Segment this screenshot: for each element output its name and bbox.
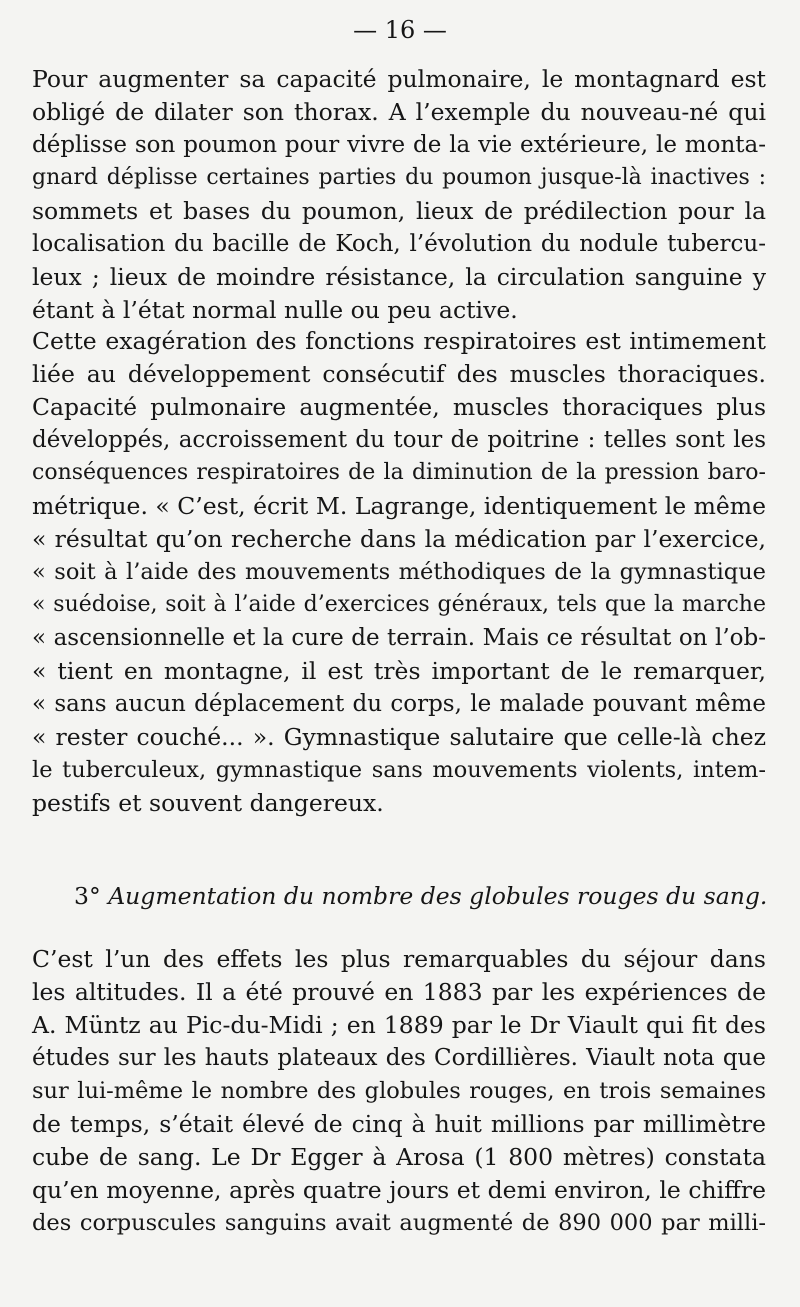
text-line: « résultat qu’on recherche dans la médication par l’exercice,: [32, 525, 766, 553]
text-line: « sans aucun déplacement du corps, le malade pouvant même: [32, 691, 766, 717]
text-line: conséquences respiratoires de la diminution de la pression baro-: [32, 460, 766, 485]
text-line: « suédoise, soit à l’aide d’exercices généraux, tels que la marche: [32, 592, 766, 617]
text-line: étant à l’état normal nulle ou peu active.: [32, 296, 518, 324]
text-line: gnard déplisse certaines parties du poumon jusque-là inactives :: [32, 165, 766, 190]
text-line: C’est l’un des effets les plus remarquables du séjour dans: [32, 945, 766, 973]
text-line: obligé de dilater son thorax. A l’exemple du nouveau-né qui: [32, 98, 766, 126]
text-line: « ascensionnelle et la cure de terrain. Mais ce résultat on l’ob-: [32, 625, 766, 651]
text-line: Cette exagération des fonctions respiratoires est intimement: [32, 327, 766, 355]
text-line: Capacité pulmonaire augmentée, muscles thoraciques plus: [32, 393, 766, 421]
text-line: localisation du bacille de Koch, l’évolution du nodule tubercu-: [32, 231, 766, 257]
text-line: qu’en moyenne, après quatre jours et demi environ, le chiffre: [32, 1176, 766, 1204]
text-line: développés, accroissement du tour de poitrine : telles sont les: [32, 427, 766, 453]
text-line: « soit à l’aide des mouvements méthodiques de la gymnastique: [32, 559, 766, 585]
section-title: Augmentation du nombre des globules rouges du sang.: [108, 882, 768, 910]
text-line: Pour augmenter sa capacité pulmonaire, le montagnard est: [32, 65, 766, 93]
text-line: sur lui-même le nombre des globules rouges, en trois semaines: [32, 1078, 766, 1104]
text-line: études sur les hauts plateaux des Cordillières. Viault nota que: [32, 1045, 766, 1071]
text-line: sommets et bases du poumon, lieux de prédilection pour la: [32, 197, 766, 225]
page-number: — 16 —: [353, 16, 447, 44]
text-line: leux ; lieux de moindre résistance, la circulation sanguine y: [32, 263, 766, 291]
text-line: cube de sang. Le Dr Egger à Arosa (1 800 mètres) constata: [32, 1143, 766, 1171]
text-line: liée au développement consécutif des muscles thoraciques.: [32, 360, 766, 388]
text-line: des corpuscules sanguins avait augmenté de 890 000 par milli-: [32, 1210, 766, 1236]
text-line: « rester couché... ». Gymnastique salutaire que celle-là chez: [32, 723, 766, 751]
text-line: les altitudes. Il a été prouvé en 1883 par les expériences de: [32, 978, 766, 1006]
text-line: A. Müntz au Pic-du-Midi ; en 1889 par le Dr Viault qui fit des: [32, 1011, 766, 1039]
text-line: déplisse son poumon pour vivre de la vie extérieure, le monta-: [32, 132, 766, 158]
section-heading: [74, 880, 767, 912]
text-line: le tuberculeux, gymnastique sans mouvements violents, intem-: [32, 757, 766, 783]
text-line: de temps, s’était élevé de cinq à huit millions par millimètre: [32, 1110, 766, 1138]
text-line: « tient en montagne, il est très important de le remarquer,: [32, 657, 766, 685]
section-number: 3°: [74, 882, 101, 910]
text-line: pestifs et souvent dangereux.: [32, 789, 384, 817]
text-line: métrique. « C’est, écrit M. Lagrange, identiquement le même: [32, 492, 766, 520]
